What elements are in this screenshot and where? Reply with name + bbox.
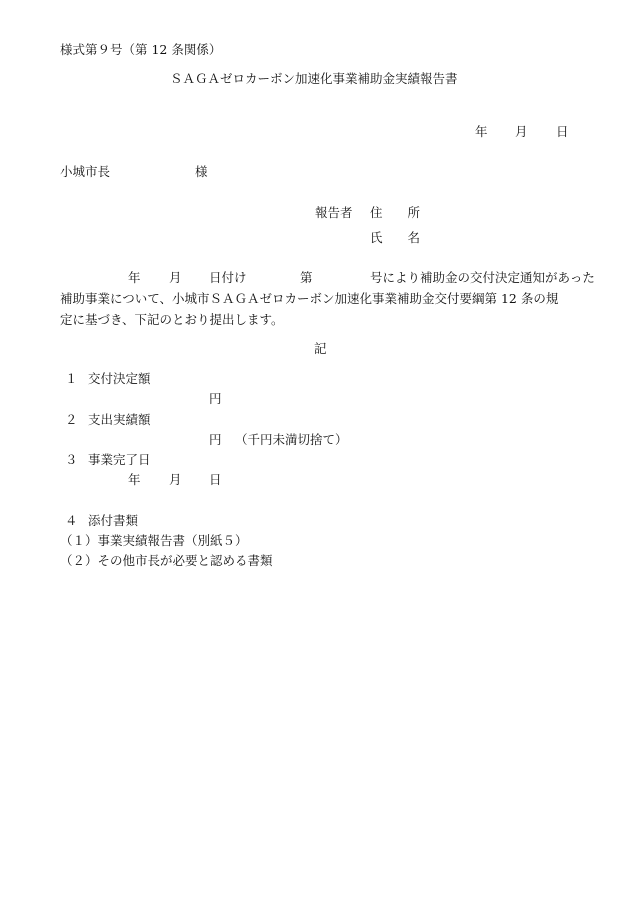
reporter-name-label: 氏 名	[370, 230, 421, 245]
item-2-value: 円	[209, 432, 222, 447]
addressee-honorific: 様	[195, 164, 208, 179]
body-dai: 第	[300, 270, 313, 285]
body-year: 年	[128, 270, 141, 285]
item-4-label: 添付書類	[88, 513, 139, 528]
attachment-2: （２）その他市長が必要と認める書類	[60, 553, 273, 568]
reporter-address-label: 住 所	[370, 205, 421, 220]
item-2-label: 支出実績額	[88, 412, 151, 427]
body-line1-rest: 号により補助金の交付決定通知があった	[370, 270, 595, 285]
addressee-name: 小城市長	[60, 164, 111, 179]
item-1-value: 円	[209, 391, 222, 406]
form-number: 様式第９号（第 12 条関係）	[60, 42, 222, 57]
document-title: ＳＡＧＡゼロカーボン加速化事業補助金実績報告書	[170, 71, 458, 86]
item-3-day: 日	[209, 472, 222, 487]
item-3-year: 年	[128, 472, 141, 487]
reporter-label: 報告者	[315, 205, 353, 220]
item-4-number: ４	[65, 513, 78, 528]
date-month: 月	[515, 124, 528, 139]
ki-heading: 記	[314, 341, 327, 356]
body-line3: 定に基づき、下記のとおり提出します。	[60, 312, 284, 327]
item-3-label: 事業完了日	[88, 452, 151, 467]
body-date-suffix: 日付け	[209, 270, 247, 285]
item-2-note: （千円未満切捨て）	[235, 432, 348, 447]
body-month: 月	[169, 270, 182, 285]
date-day: 日	[556, 124, 569, 139]
date-year: 年	[475, 124, 488, 139]
item-3-number: ３	[65, 452, 78, 467]
body-line2: 補助事業について、小城市ＳＡＧＡゼロカーボン加速化事業補助金交付要綱第 12 条の規	[60, 291, 559, 306]
item-1-number: １	[65, 371, 78, 386]
attachment-1: （１）事業実績報告書（別紙５）	[60, 533, 248, 548]
item-1-label: 交付決定額	[88, 371, 151, 386]
item-2-number: ２	[65, 412, 78, 427]
item-3-month: 月	[169, 472, 182, 487]
